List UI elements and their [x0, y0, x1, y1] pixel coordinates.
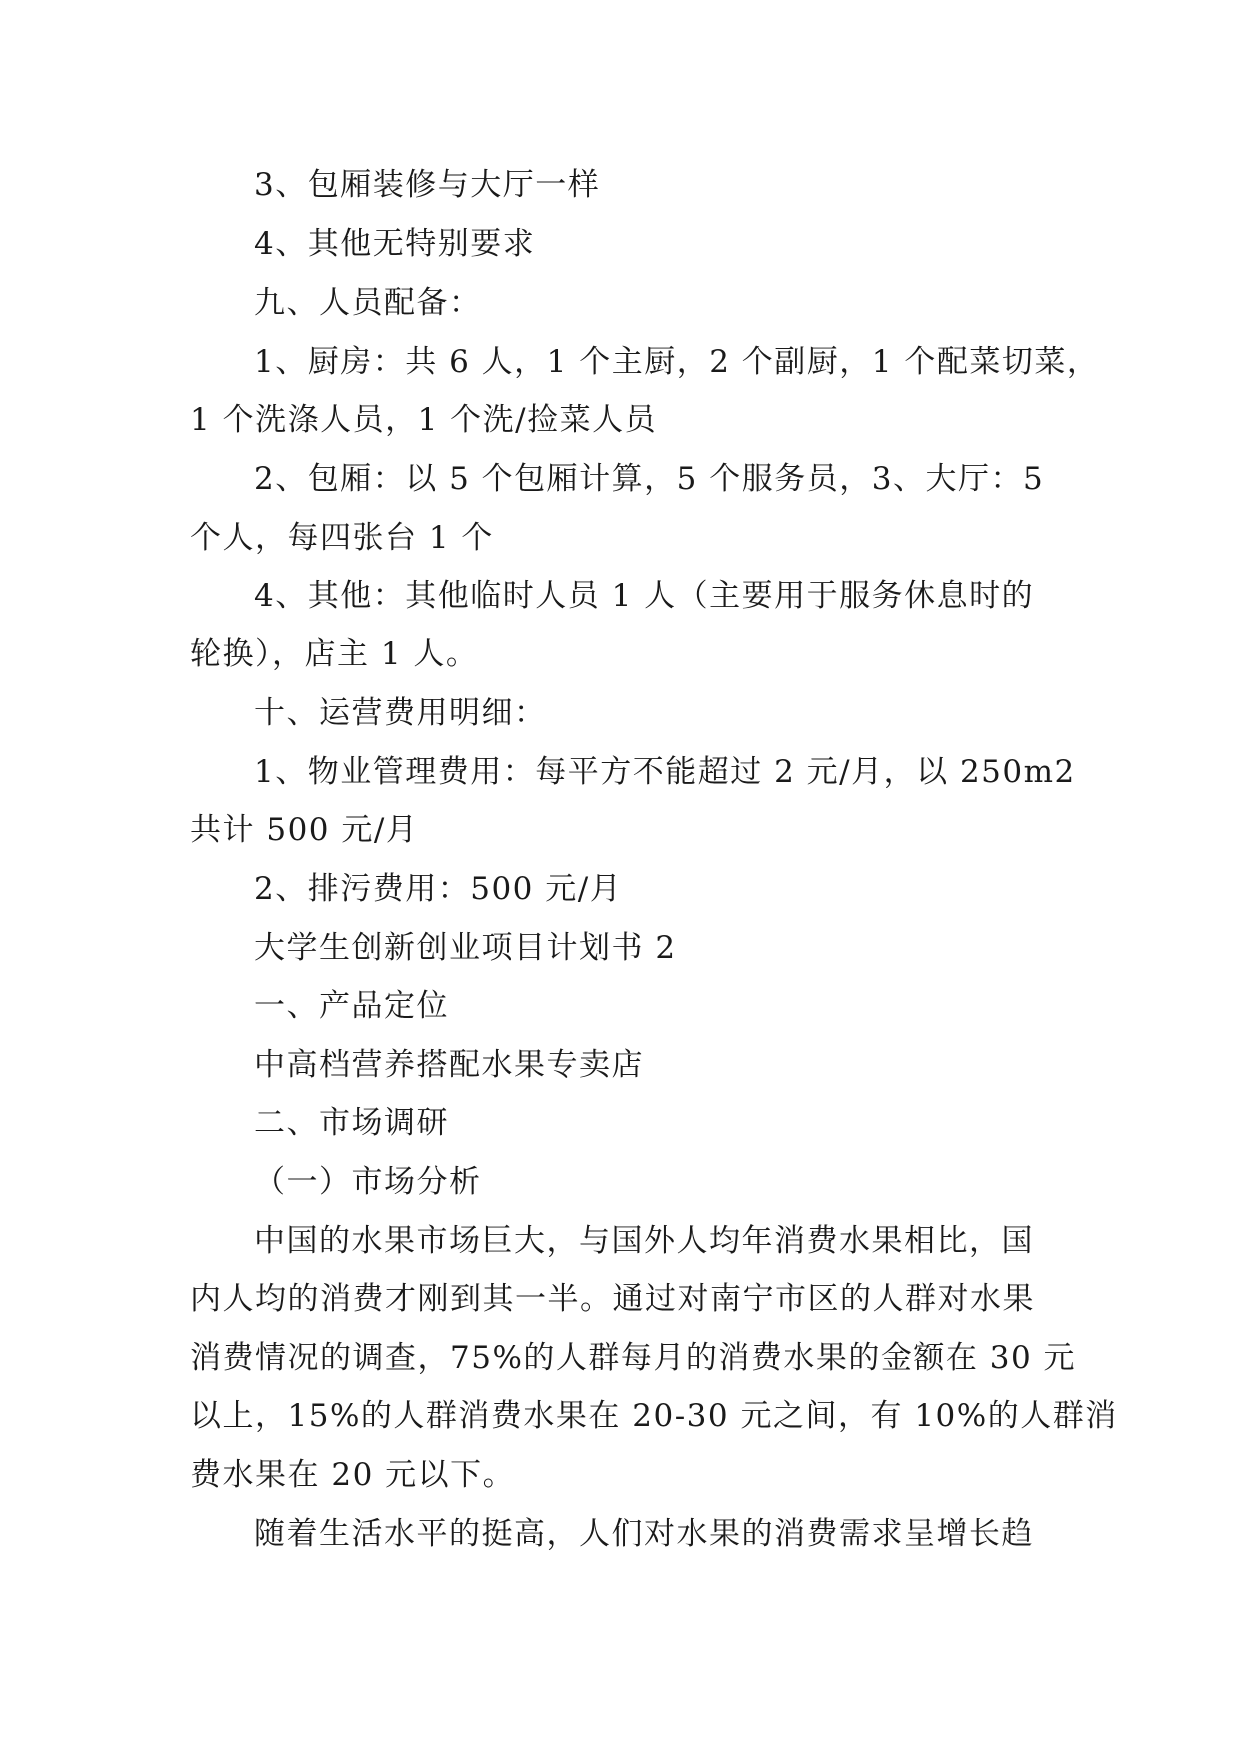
text-line: 2、包厢：以 5 个包厢计算，5 个服务员，3、大厅：5	[254, 461, 1045, 497]
text-line: 中国的水果市场巨大，与国外人均年消费水果相比，国	[254, 1223, 1034, 1259]
text-line: 随着生活水平的挺高，人们对水果的消费需求呈增长趋	[254, 1516, 1034, 1552]
text-line: 3、包厢装修与大厅一样	[254, 167, 601, 203]
text-line: 消费情况的调查，75%的人群每月的消费水果的金额在 30 元	[190, 1340, 1077, 1376]
text-line: 费水果在 20 元以下。	[190, 1457, 516, 1493]
document-title: 大学生创新创业项目计划书 2	[254, 930, 677, 966]
subsection-heading: （一）市场分析	[254, 1164, 482, 1200]
section-heading: 九、人员配备：	[254, 285, 482, 321]
text-line: 4、其他：其他临时人员 1 人（主要用于服务休息时的	[254, 578, 1035, 614]
text-line: 轮换），店主 1 人。	[190, 636, 479, 672]
text-line: 4、其他无特别要求	[254, 226, 536, 262]
section-heading: 二、市场调研	[254, 1105, 449, 1141]
section-heading: 一、产品定位	[254, 988, 449, 1024]
text-line: 1、厨房：共 6 人，1 个主厨，2 个副厨，1 个配菜切菜，	[254, 344, 1100, 380]
text-line: 以上，15%的人群消费水果在 20-30 元之间，有 10%的人群消	[190, 1398, 1118, 1434]
text-line: 个人，每四张台 1 个	[190, 520, 494, 556]
text-line: 共计 500 元/月	[190, 812, 419, 848]
text-line: 2、排污费用：500 元/月	[254, 871, 623, 907]
text-line: 1 个洗涤人员，1 个洗/捡菜人员	[190, 402, 658, 438]
text-line: 1、物业管理费用：每平方不能超过 2 元/月，以 250m2	[254, 754, 1076, 790]
text-line: 中高档营养搭配水果专卖店	[254, 1047, 644, 1083]
section-heading: 十、运营费用明细：	[254, 695, 547, 731]
text-line: 内人均的消费才刚到其一半。通过对南宁市区的人群对水果	[190, 1281, 1035, 1317]
